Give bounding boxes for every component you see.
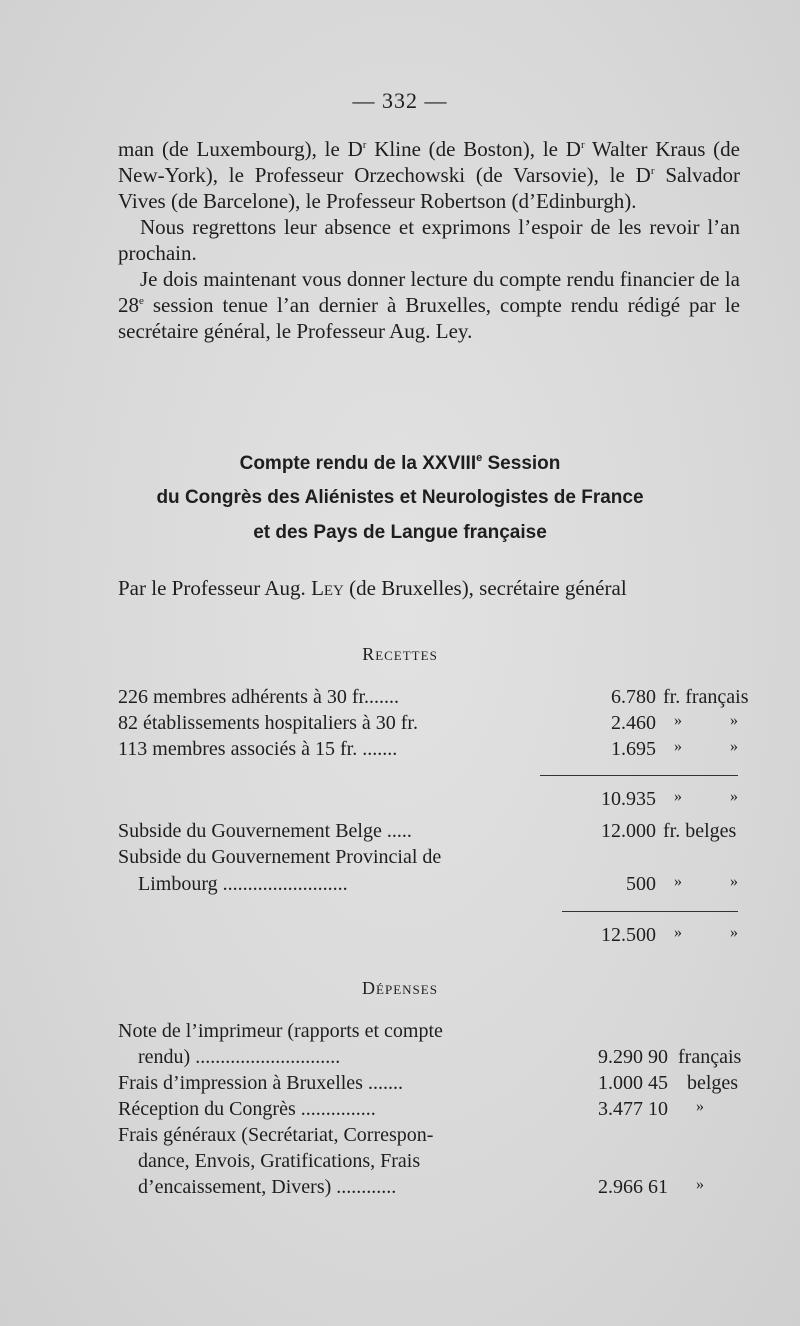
recettes-subtotal (118, 788, 758, 814)
sup-e: e (139, 295, 144, 307)
byline-text: Par le Professeur Aug. (118, 576, 312, 600)
p3-text-b: session tenue l’an dernier à Bruxelles, compte rendu rédigé par le secrétaire général, le Professeur Aug. Ley. (118, 293, 740, 343)
row-amount: 9.290 90 (598, 1046, 668, 1068)
row-amount: 12.000 (601, 820, 656, 842)
subtotal-rule (562, 911, 738, 912)
sup-r: r (580, 139, 585, 151)
row-amount: 500 (626, 873, 656, 895)
sup-r: r (362, 139, 367, 151)
row-currency: belges (687, 1072, 739, 1094)
row-label: Subside du Gouvernement Belge ..... (118, 820, 412, 842)
recettes-row (118, 738, 758, 764)
row-amount: 1.695 (611, 738, 656, 760)
row-amount: 6.780 (611, 686, 656, 708)
ditto-mark: » (674, 712, 682, 729)
row-currency: fr. français (663, 686, 749, 708)
row-label: Frais d’impression à Bruxelles ....... (118, 1072, 403, 1094)
paragraph-1 (118, 136, 740, 214)
ditto-mark: » (730, 712, 738, 729)
heading-sup: e (476, 452, 483, 464)
ditto-mark: » (730, 788, 738, 805)
row-amount: 12.500 (601, 924, 656, 946)
author-name: Ley (311, 576, 344, 600)
depenses-row (118, 1020, 758, 1046)
page-number: — 332 — (352, 88, 448, 113)
p1-text-c: Walter Kraus (de New-York), le Professeur Orzechowski (de Varsovie), le D (118, 137, 740, 187)
row-currency: français (678, 1046, 742, 1068)
row-label: rendu) ............................. (138, 1046, 341, 1068)
recettes-row (118, 873, 758, 899)
row-label: Réception du Congrès ............... (118, 1098, 376, 1120)
subtotal-rule (540, 775, 738, 776)
row-currency: fr. belges (663, 820, 737, 842)
p1-text-b: Kline (de Boston), le D (366, 137, 581, 161)
byline (118, 576, 740, 601)
ditto-mark: » (696, 1176, 704, 1193)
recettes-row (118, 820, 758, 846)
row-amount: 2.460 (611, 712, 656, 734)
depenses-row (118, 1124, 758, 1150)
row-label: d’encaissement, Divers) ............ (138, 1176, 397, 1198)
report-heading-line-3: et des Pays de Langue française (253, 522, 547, 543)
report-heading-line-1 (0, 453, 800, 475)
row-label: Frais généraux (Secrétariat, Correspon- (118, 1124, 434, 1146)
ditto-mark: » (674, 873, 682, 890)
intro-text (118, 136, 740, 344)
recettes-row (118, 686, 758, 712)
ditto-mark: » (674, 738, 682, 755)
depenses-row (118, 1098, 758, 1124)
p3-text-a: Je dois maintenant vous donner lecture du compte rendu financier de la 28 (118, 267, 740, 317)
row-label: dance, Envois, Gratifications, Frais (138, 1150, 421, 1172)
heading-text: Compte rendu de la XXVIII (239, 453, 477, 474)
recettes-row (118, 712, 758, 738)
report-heading-line-2: du Congrès des Aliénistes et Neurologistes de France (156, 487, 644, 508)
ditto-mark: » (730, 873, 738, 890)
row-amount: 1.000 45 (598, 1072, 668, 1094)
row-label: 226 membres adhérents à 30 fr....... (118, 686, 400, 708)
recettes-row (118, 846, 758, 872)
p1-text-a: man (de Luxembourg), le D (118, 137, 363, 161)
row-label: 113 membres associés à 15 fr. ....... (118, 738, 398, 760)
ditto-mark: » (696, 1098, 704, 1115)
depenses-row (118, 1150, 758, 1176)
p1-text-d: Salvador Vives (de Barcelone), le Professeur Robertson (d’Edinburgh). (118, 163, 740, 213)
ditto-mark: » (674, 788, 682, 805)
recettes-subtotal (118, 924, 758, 950)
row-amount: 2.966 61 (598, 1176, 668, 1198)
byline-text: (de Bruxelles), secrétaire général (343, 576, 627, 600)
row-amount: 3.477 10 (598, 1098, 668, 1120)
row-label: Limbourg ......................... (138, 873, 348, 895)
recettes-title: Recettes (362, 644, 438, 664)
row-label: Note de l’imprimeur (rapports et compte (118, 1020, 443, 1042)
depenses-row (118, 1046, 758, 1072)
depenses-title: Dépenses (362, 978, 438, 998)
row-label: Subside du Gouvernement Provincial de (118, 846, 442, 868)
row-label: 82 établissements hospitaliers à 30 fr. (118, 712, 418, 734)
depenses-row (118, 1072, 758, 1098)
paragraph-3 (118, 266, 740, 344)
sup-r: r (650, 165, 655, 177)
heading-text: Session (482, 453, 561, 474)
row-amount: 10.935 (601, 788, 656, 810)
depenses-row (118, 1176, 758, 1202)
ditto-mark: » (730, 738, 738, 755)
ditto-mark: » (674, 924, 682, 941)
paragraph-2: Nous regrettons leur absence et exprimons l’espoir de les revoir l’an prochain. (118, 215, 740, 265)
ditto-mark: » (730, 924, 738, 941)
